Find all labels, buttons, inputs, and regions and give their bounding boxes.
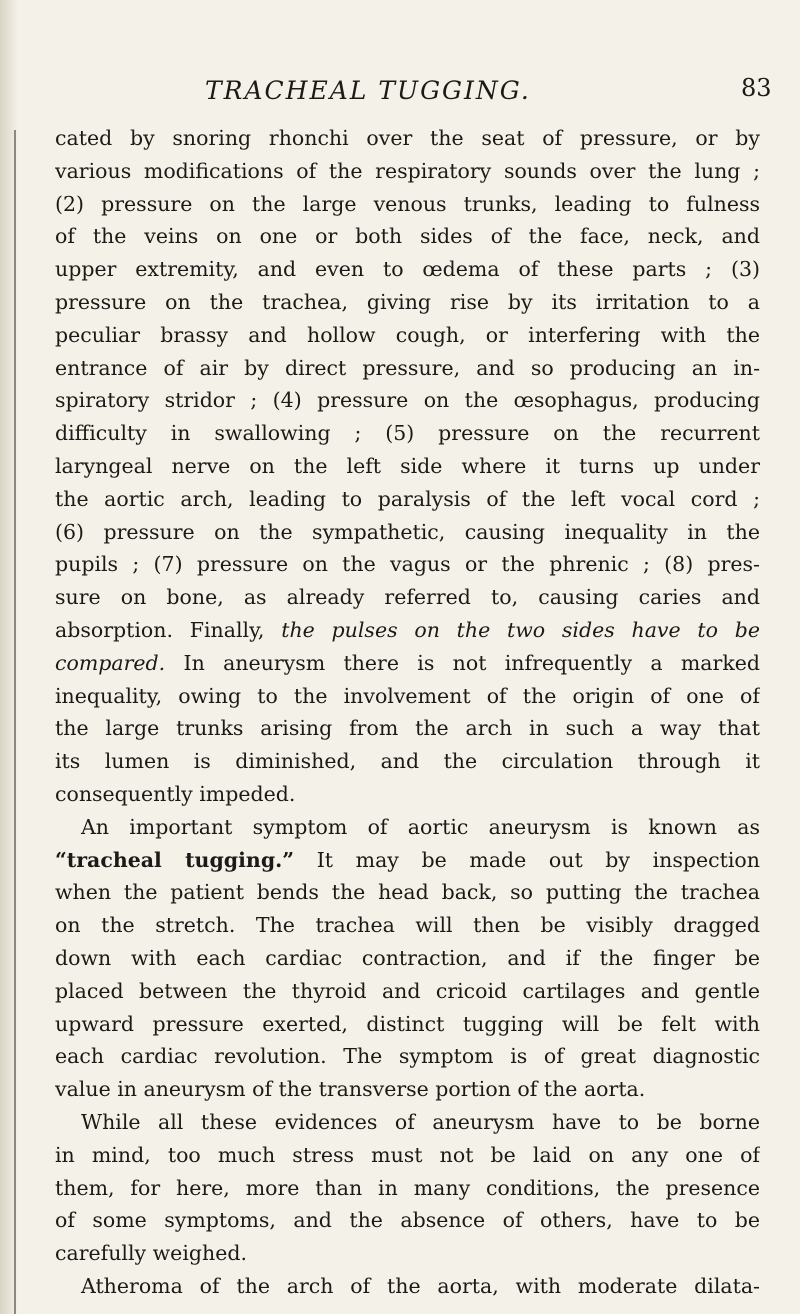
text-line: in mind, too much stress must not be laid on any one of [55,1142,760,1167]
text-line: upper extremity, and even to œdema of these parts ; (3) [55,257,760,282]
text-line: upward pressure exerted, distinct tugging will be felt with [55,1011,760,1036]
paragraph-start: While all these evidences of aneurysm have to be borne [81,1109,760,1134]
text-line: spiratory stridor ; (4) pressure on the œsophagus, producing [55,388,760,413]
text-line: the large trunks arising from the arch in such a way that [55,716,760,741]
paragraph-start: An important symptom of aortic aneurysm is known as [81,814,760,839]
text-line: pupils ; (7) pressure on the vagus or the phrenic ; (8) pres- [55,552,760,577]
text-line: inequality, owing to the involvement of the origin of one of [55,683,760,708]
text-segment: absorption. Finally, [55,617,282,642]
text-line: of some symptoms, and the absence of others, have to be [55,1208,760,1233]
text-line-mixed [55,647,760,680]
text-line: of the veins on one or both sides of the face, neck, and [55,224,760,249]
text-segment: In aneurysm there is not infrequently a marked [165,650,760,675]
paragraph-start: Atheroma of the arch of the aorta, with moderate dilata- [81,1273,760,1298]
text-line: its lumen is diminished, and the circulation through it [55,749,760,774]
text-line: pressure on the trachea, giving rise by its irritation to a [55,289,760,314]
text-line: when the patient bends the head back, so putting the trachea [55,880,760,905]
italic-phrase: the pulses on the two sides have to be [281,617,760,642]
binding-edge-line [14,130,16,1314]
text-line: cated by snoring rhonchi over the seat of pressure, or by [55,126,760,150]
text-line-mixed [55,614,760,647]
text-segment: It may be made out by inspection [294,847,760,872]
text-line-mixed [55,844,760,877]
body-text [55,122,760,1303]
text-line: difficulty in swallowing ; (5) pressure on the recurrent [55,421,760,446]
text-line: placed between the thyroid and cricoid cartilages and gentle [55,978,760,1003]
text-line: consequently impeded. [55,781,296,806]
text-line: sure on bone, as already referred to, causing caries and [55,585,760,610]
text-line: each cardiac revolution. The symptom is of great diagnostic [55,1044,760,1069]
text-line: (2) pressure on the large venous trunks, leading to fulness [55,191,760,216]
text-line: carefully weighed. [55,1241,247,1266]
text-line: peculiar brassy and hollow cough, or interfering with the [55,322,760,347]
italic-phrase: compared. [55,650,166,675]
text-line: various modifications of the respiratory sounds over the lung ; [55,158,760,183]
text-line: laryngeal nerve on the left side where it turns up under [55,453,760,478]
text-line: them, for here, more than in many conditions, the presence [55,1175,760,1200]
text-line: the aortic arch, leading to paralysis of the left vocal cord ; [55,486,760,511]
running-title: TRACHEAL TUGGING. [205,76,531,105]
text-line: down with each cardiac contraction, and if the finger be [55,945,760,970]
text-line: value in aneurysm of the transverse portion of the aorta. [55,1077,646,1102]
bold-term: “tracheal tugging.” [55,847,295,872]
text-line: entrance of air by direct pressure, and so producing an in- [55,355,760,380]
text-line: (6) pressure on the sympathetic, causing inequality in the [55,519,760,544]
page-header [0,68,800,108]
page-number: 83 [741,74,772,102]
text-line: on the stretch. The trachea will then be visibly dragged [55,913,760,938]
